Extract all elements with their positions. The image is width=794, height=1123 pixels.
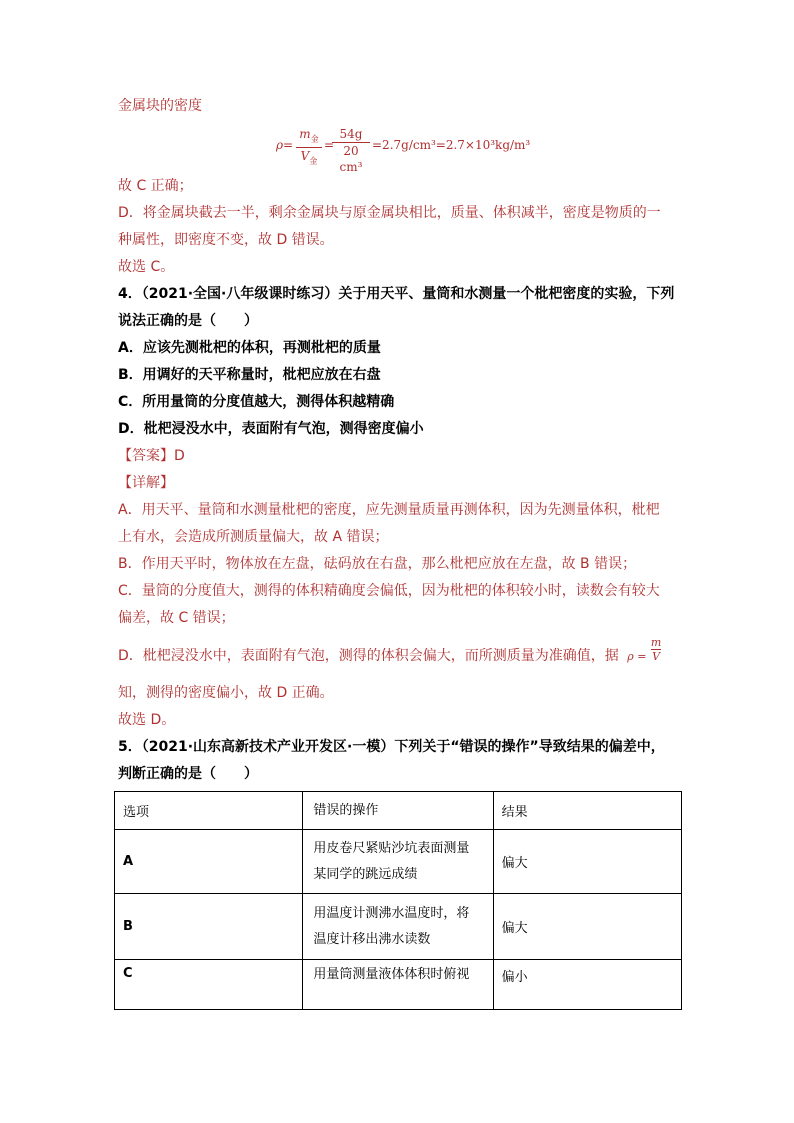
- row-b-operation: 用温度计测沸水温度时，将 温度计移出沸水读数: [303, 894, 493, 960]
- q4-stem-2: 说法正确的是（ ）: [118, 313, 258, 329]
- q4-stem-1: 4．（2021·全国·八年级课时练习）关于用天平、量筒和水测量一个枇杷密度的实验，下列: [118, 286, 675, 302]
- header-option: 选项: [115, 792, 303, 830]
- q4-option-a: A．应该先测枇杷的体积，再测枇杷的质量: [118, 340, 381, 356]
- q5-stem-2: 判断正确的是（ ）: [118, 766, 258, 782]
- q4-detail-label: 【详解】: [118, 475, 174, 491]
- row-a-result: 偏大: [493, 830, 681, 894]
- answer-value: D: [174, 448, 185, 464]
- table-row: [115, 960, 682, 1010]
- formula-fraction-numeric: $\frac{54g}{\text{20 cm³}}$: [332, 126, 370, 175]
- formula-result: =2.7g/cm³=2.7×10³kg/m³: [372, 138, 531, 152]
- q4-explain-5: 偏差，故 C 错误；: [118, 610, 235, 626]
- d-fraction: $\frac{m}{V}$: [650, 635, 662, 663]
- q4-explain-3: B．作用天平时，物体放在左盘，砝码放在右盘，那么枇杷应放在左盘，故 B 错误；: [118, 556, 637, 572]
- density-label: 金属块的密度: [118, 98, 202, 114]
- q4-option-b: B．用调好的天平称量时，枇杷应放在右盘: [118, 367, 381, 383]
- header-result: 结果: [493, 792, 681, 830]
- d-line-2: 种属性，即密度不变，故 D 错误。: [118, 232, 334, 248]
- row-c-operation: 用量筒测量液体体积时俯视: [303, 960, 493, 1010]
- q4-explain-1: A．用天平、量筒和水测量枇杷的密度，应先测量质量再测体积，因为先测量体积，枇杷: [118, 502, 660, 518]
- formula-equals: =: [324, 138, 335, 152]
- q4-explain-d-post: 知，测得的密度偏小，故 D 正确。: [118, 685, 334, 701]
- table-row: [115, 830, 682, 894]
- d-line-1: D．将金属块截去一半，剩余金属块与原金属块相比，质量、体积减半，密度是物质的一: [118, 205, 661, 221]
- header-operation: 错误的操作: [303, 792, 493, 830]
- formula-rho: ρ=: [276, 138, 294, 152]
- row-a-operation: 用皮卷尺紧贴沙坑表面测量 某同学的跳远成绩: [303, 830, 493, 894]
- q4-option-c: C．所用量筒的分度值越大，测得体积越精确: [118, 394, 395, 410]
- q4-explain-4: C．量筒的分度值大，测得的体积精确度会偏低，因为枇杷的体积较小时，读数会有较大: [118, 583, 660, 599]
- row-b-option: B: [115, 894, 303, 960]
- row-c-result: 偏小: [493, 960, 681, 1010]
- choose-c-line: 故选 C。: [118, 259, 175, 275]
- row-b-result: 偏大: [493, 894, 681, 960]
- d-rho: ρ =: [627, 650, 647, 663]
- row-a-option: A: [115, 830, 303, 894]
- q5-stem-1: 5．（2021·山东高新技术产业开发区·一模）下列关于“错误的操作”导致结果的偏差中，: [118, 739, 665, 755]
- q5-table: [114, 791, 682, 1010]
- q4-answer: [118, 446, 185, 466]
- q4-explain-d: [118, 635, 662, 667]
- q4-option-d: D．枇杷浸没水中，表面附有气泡，测得密度偏小: [118, 421, 424, 437]
- formula-fraction-symbolic: $m_金$ $V_金$: [296, 126, 322, 170]
- c-correct-line: 故 C 正确；: [118, 178, 193, 194]
- q4-explain-2: 上有水，会造成所测质量偏大，故 A 错误；: [118, 529, 389, 545]
- d-explain-pre: D．枇杷浸没水中，表面附有气泡，测得的体积会偏大，而所测质量为准确值，据: [118, 648, 619, 664]
- table-row: [115, 894, 682, 960]
- table-header-row: [115, 792, 682, 830]
- q4-choose: 故选 D。: [118, 712, 176, 728]
- row-c-option: C: [115, 960, 303, 1010]
- answer-label: 【答案】: [118, 448, 174, 464]
